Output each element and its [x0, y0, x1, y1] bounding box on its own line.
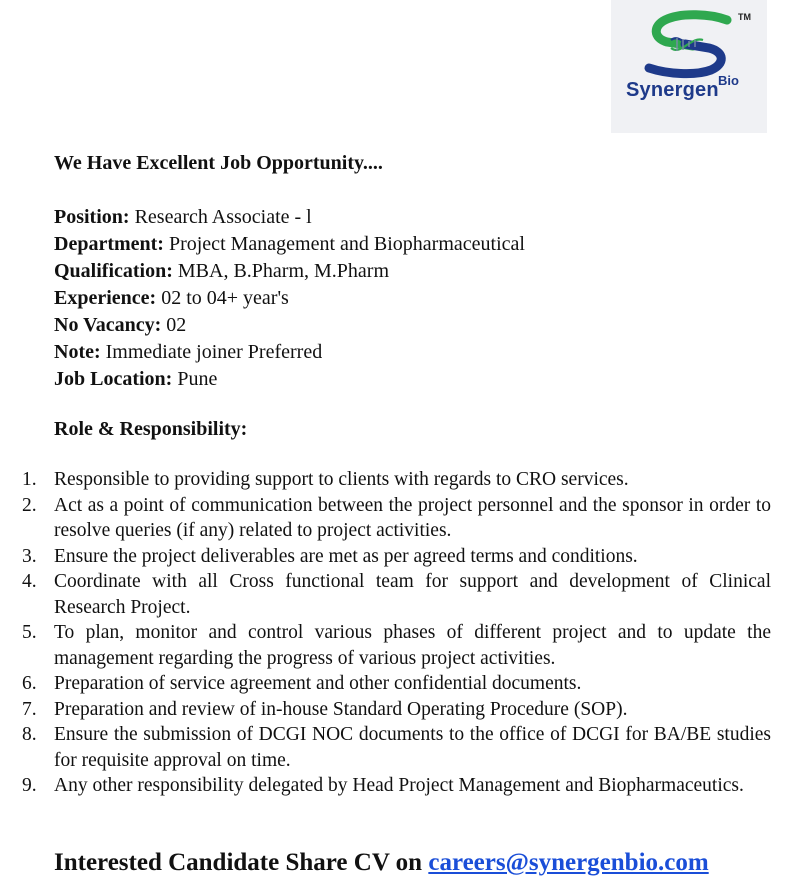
detail-value: Pune — [177, 368, 218, 390]
list-item — [0, 697, 771, 723]
detail-position — [54, 204, 525, 231]
detail-experience — [54, 285, 525, 312]
logo-superscript: Bio — [718, 73, 739, 88]
detail-note — [54, 339, 525, 366]
detail-value: Research Associate - l — [134, 206, 312, 228]
detail-qualification — [54, 258, 525, 285]
item-text: Any other responsibility delegated by Head Project Management and Biopharmaceutics. — [54, 775, 744, 796]
careers-email-link[interactable]: careers@synergenbio.com — [428, 849, 709, 876]
item-text: Coordinate with all Cross functional team for support and development of Clinical Research Project. — [54, 571, 771, 618]
detail-label: No Vacancy: — [54, 314, 162, 336]
list-item — [0, 773, 771, 799]
item-text: To plan, monitor and control various phases of different project and to update the management regarding the progress of various project activities. — [54, 622, 771, 669]
responsibility-list — [0, 467, 800, 799]
list-item — [0, 569, 771, 620]
page-heading: We Have Excellent Job Opportunity.... — [54, 152, 383, 174]
list-item — [0, 620, 771, 671]
detail-location — [54, 366, 525, 393]
item-number: 3. — [22, 545, 37, 567]
detail-value: 02 to 04+ year's — [161, 287, 289, 309]
job-details — [54, 204, 525, 393]
detail-label: Job Location: — [54, 368, 173, 390]
item-number: 4. — [22, 571, 37, 592]
list-item — [0, 467, 771, 493]
item-text: Ensure the submission of DCGI NOC documents to the office of DCGI for BA/BE studies for requisite approval on time. — [54, 724, 771, 771]
list-item — [0, 671, 771, 697]
detail-label: Note: — [54, 341, 101, 363]
apply-cta — [54, 849, 709, 877]
item-text: Preparation and review of in-house Standard Operating Procedure (SOP). — [54, 698, 628, 720]
trademark-mark: TM — [738, 12, 751, 22]
item-text: Preparation of service agreement and other confidential documents. — [54, 673, 582, 694]
detail-label: Qualification: — [54, 260, 173, 282]
list-item — [0, 493, 771, 544]
list-item — [0, 544, 771, 570]
item-text: Responsible to providing support to clients with regards to CRO services. — [54, 469, 629, 490]
detail-department — [54, 231, 525, 258]
item-number: 1. — [22, 469, 37, 490]
detail-vacancy — [54, 312, 525, 339]
item-number: 8. — [22, 724, 37, 745]
item-text: Ensure the project deliverables are met as per agreed terms and conditions. — [54, 545, 638, 567]
item-number: 9. — [22, 775, 37, 796]
cta-text: Interested Candidate Share CV on — [54, 849, 429, 876]
item-number: 5. — [22, 622, 37, 643]
logo-wordmark: Synergen — [626, 79, 719, 101]
item-number: 6. — [22, 673, 37, 694]
detail-value: MBA, B.Pharm, M.Pharm — [177, 260, 390, 282]
detail-label: Department: — [54, 233, 164, 255]
synergen-s-dna-icon — [641, 10, 737, 80]
item-text: Act as a point of communication between the project personnel and the sponsor in order to resolve queries (if any) related to project activities. — [54, 494, 771, 541]
list-item — [0, 722, 771, 773]
detail-value: 02 — [166, 314, 187, 336]
detail-value: Project Management and Biopharmaceutical — [168, 233, 525, 255]
detail-label: Experience: — [54, 287, 157, 309]
item-number: 7. — [22, 698, 37, 720]
item-number: 2. — [22, 494, 37, 516]
detail-label: Position: — [54, 206, 130, 228]
section-title: Role & Responsibility: — [54, 418, 248, 440]
company-logo — [611, 0, 767, 133]
detail-value: Immediate joiner Preferred — [105, 341, 323, 363]
